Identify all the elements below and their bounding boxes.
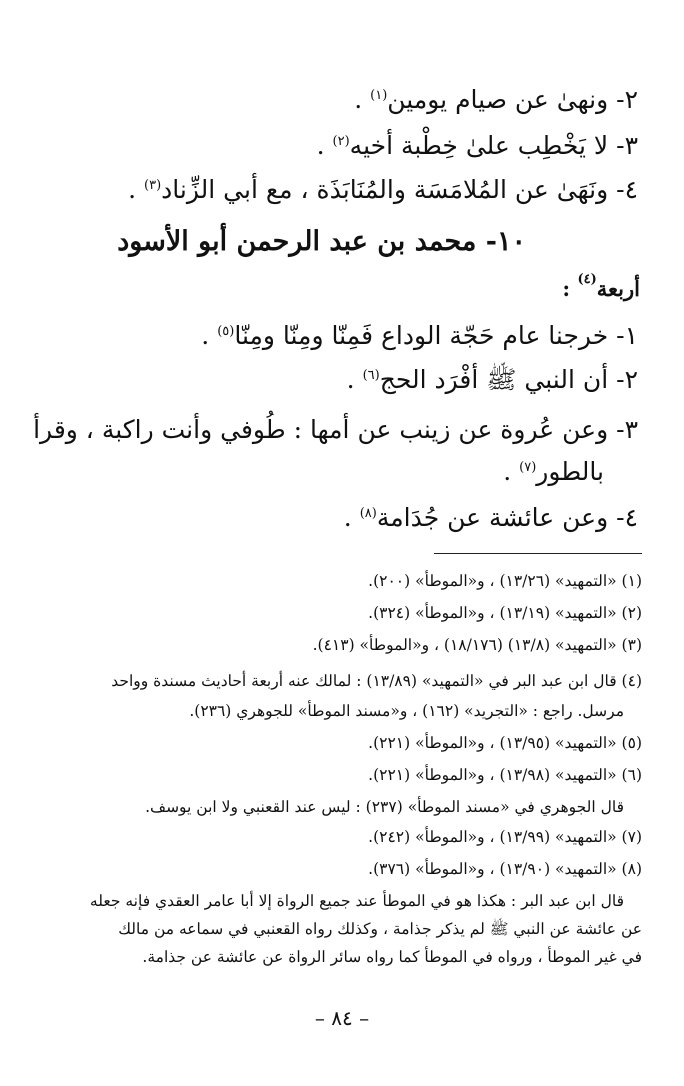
text-line-4: ٤- ونَهَىٰ عن المُلامَسَة والمُنَابَذَة ، مع أبي الزِّناد$^{(٣)}$ . (128, 175, 638, 204)
footnote-ref: (٧) (519, 460, 537, 475)
footnote-4: (٤) قال ابن عبد البر في «التمهيد» (١٣/٨٩) : لمالك عنه أربعة أحاديث مسندة وواحد (111, 672, 642, 690)
footnote-ref: (٨) (359, 506, 377, 521)
footnote-3: (٣) «التمهيد» (١٣/٨) (١٨/١٧٦) ، و«الموطأ» (٤١٣). (312, 636, 642, 654)
section-heading: ١٠- محمد بن عبد الرحمن أبو الأسود (117, 226, 526, 257)
subheading: أربعة$^{(٤)}$ : (562, 272, 640, 301)
footnote-8-note-line-1: قال ابن عبد البر : هكذا هو في الموطأ عند جميع الرواة إلا أبا عامر العقدي فإنه جعله (89, 892, 624, 910)
text-line-2: ٢- ونهىٰ عن صيام يومين$^{(١)}$ . (354, 85, 638, 114)
footnote-ref: (٣) (144, 178, 162, 193)
footnote-2: (٢) «التمهيد» (١٣/١٩) ، و«الموطأ» (٣٢٤). (368, 604, 642, 622)
item-3: ٣- وعن عُروة عن زينب عن أمها : طُوفي وأنت راكبة ، وقرأ (33, 415, 638, 444)
footnote-ref: (٥) (217, 324, 235, 339)
page-number: – ٨٤ – (314, 1006, 370, 1030)
footnote-ref: (٦) (362, 368, 380, 383)
footnote-6: (٦) «التمهيد» (١٣/٩٨) ، و«الموطأ» (٢٢١). (368, 766, 642, 784)
footnote-8-note-line-2: عن عائشة عن النبي ﷺ لم يذكر جذامة ، وكذلك رواه القعنبي في سماعه من مالك (118, 920, 642, 938)
footnote-separator (434, 553, 642, 554)
footnote-8: (٨) «التمهيد» (١٣/٩٠) ، و«الموطأ» (٣٧٦). (368, 860, 642, 878)
item-4: ٤- وعن عائشة عن جُدَامة$^{(٨)}$ . (343, 503, 638, 532)
footnote-ref: (٤) (577, 272, 597, 287)
text-line-3: ٣- لا يَخْطِب علىٰ خِطْبة أخيه$^{(٢)}$ . (316, 131, 638, 160)
footnote-4-continued: مرسل. راجع : «التجريد» (١٦٢) ، و«مسند الموطأ» للجوهري (٢٣٦). (189, 702, 624, 720)
footnote-7: (٧) «التمهيد» (١٣/٩٩) ، و«الموطأ» (٢٤٢). (368, 828, 642, 846)
item-3-continued: بالطور$^{(٧)}$ . (503, 457, 604, 486)
footnote-6-note: قال الجوهري في «مسند الموطأ» (٢٣٧) : ليس عند القعنبي ولا ابن يوسف. (145, 798, 624, 816)
footnote-8-note-line-3: في غير الموطأ ، ورواه في الموطأ كما رواه سائر الرواة عن عائشة عن جذامة. (142, 948, 642, 966)
footnote-1: (١) «التمهيد» (١٣/٢٦) ، و«الموطأ» (٢٠٠). (368, 572, 642, 590)
item-1: ١- خرجنا عام حَجّة الوداع فَمِنّا ومِنّا ومِنّا$^{(٥)}$ . (201, 321, 638, 350)
footnote-5: (٥) «التمهيد» (١٣/٩٥) ، و«الموطأ» (٢٢١). (368, 734, 642, 752)
footnote-ref: (١) (370, 88, 388, 103)
item-2: ٢- أن النبي ﷺ أفْرَد الحج$^{(٦)}$ . (346, 365, 638, 394)
footnote-ref: (٢) (332, 134, 350, 149)
